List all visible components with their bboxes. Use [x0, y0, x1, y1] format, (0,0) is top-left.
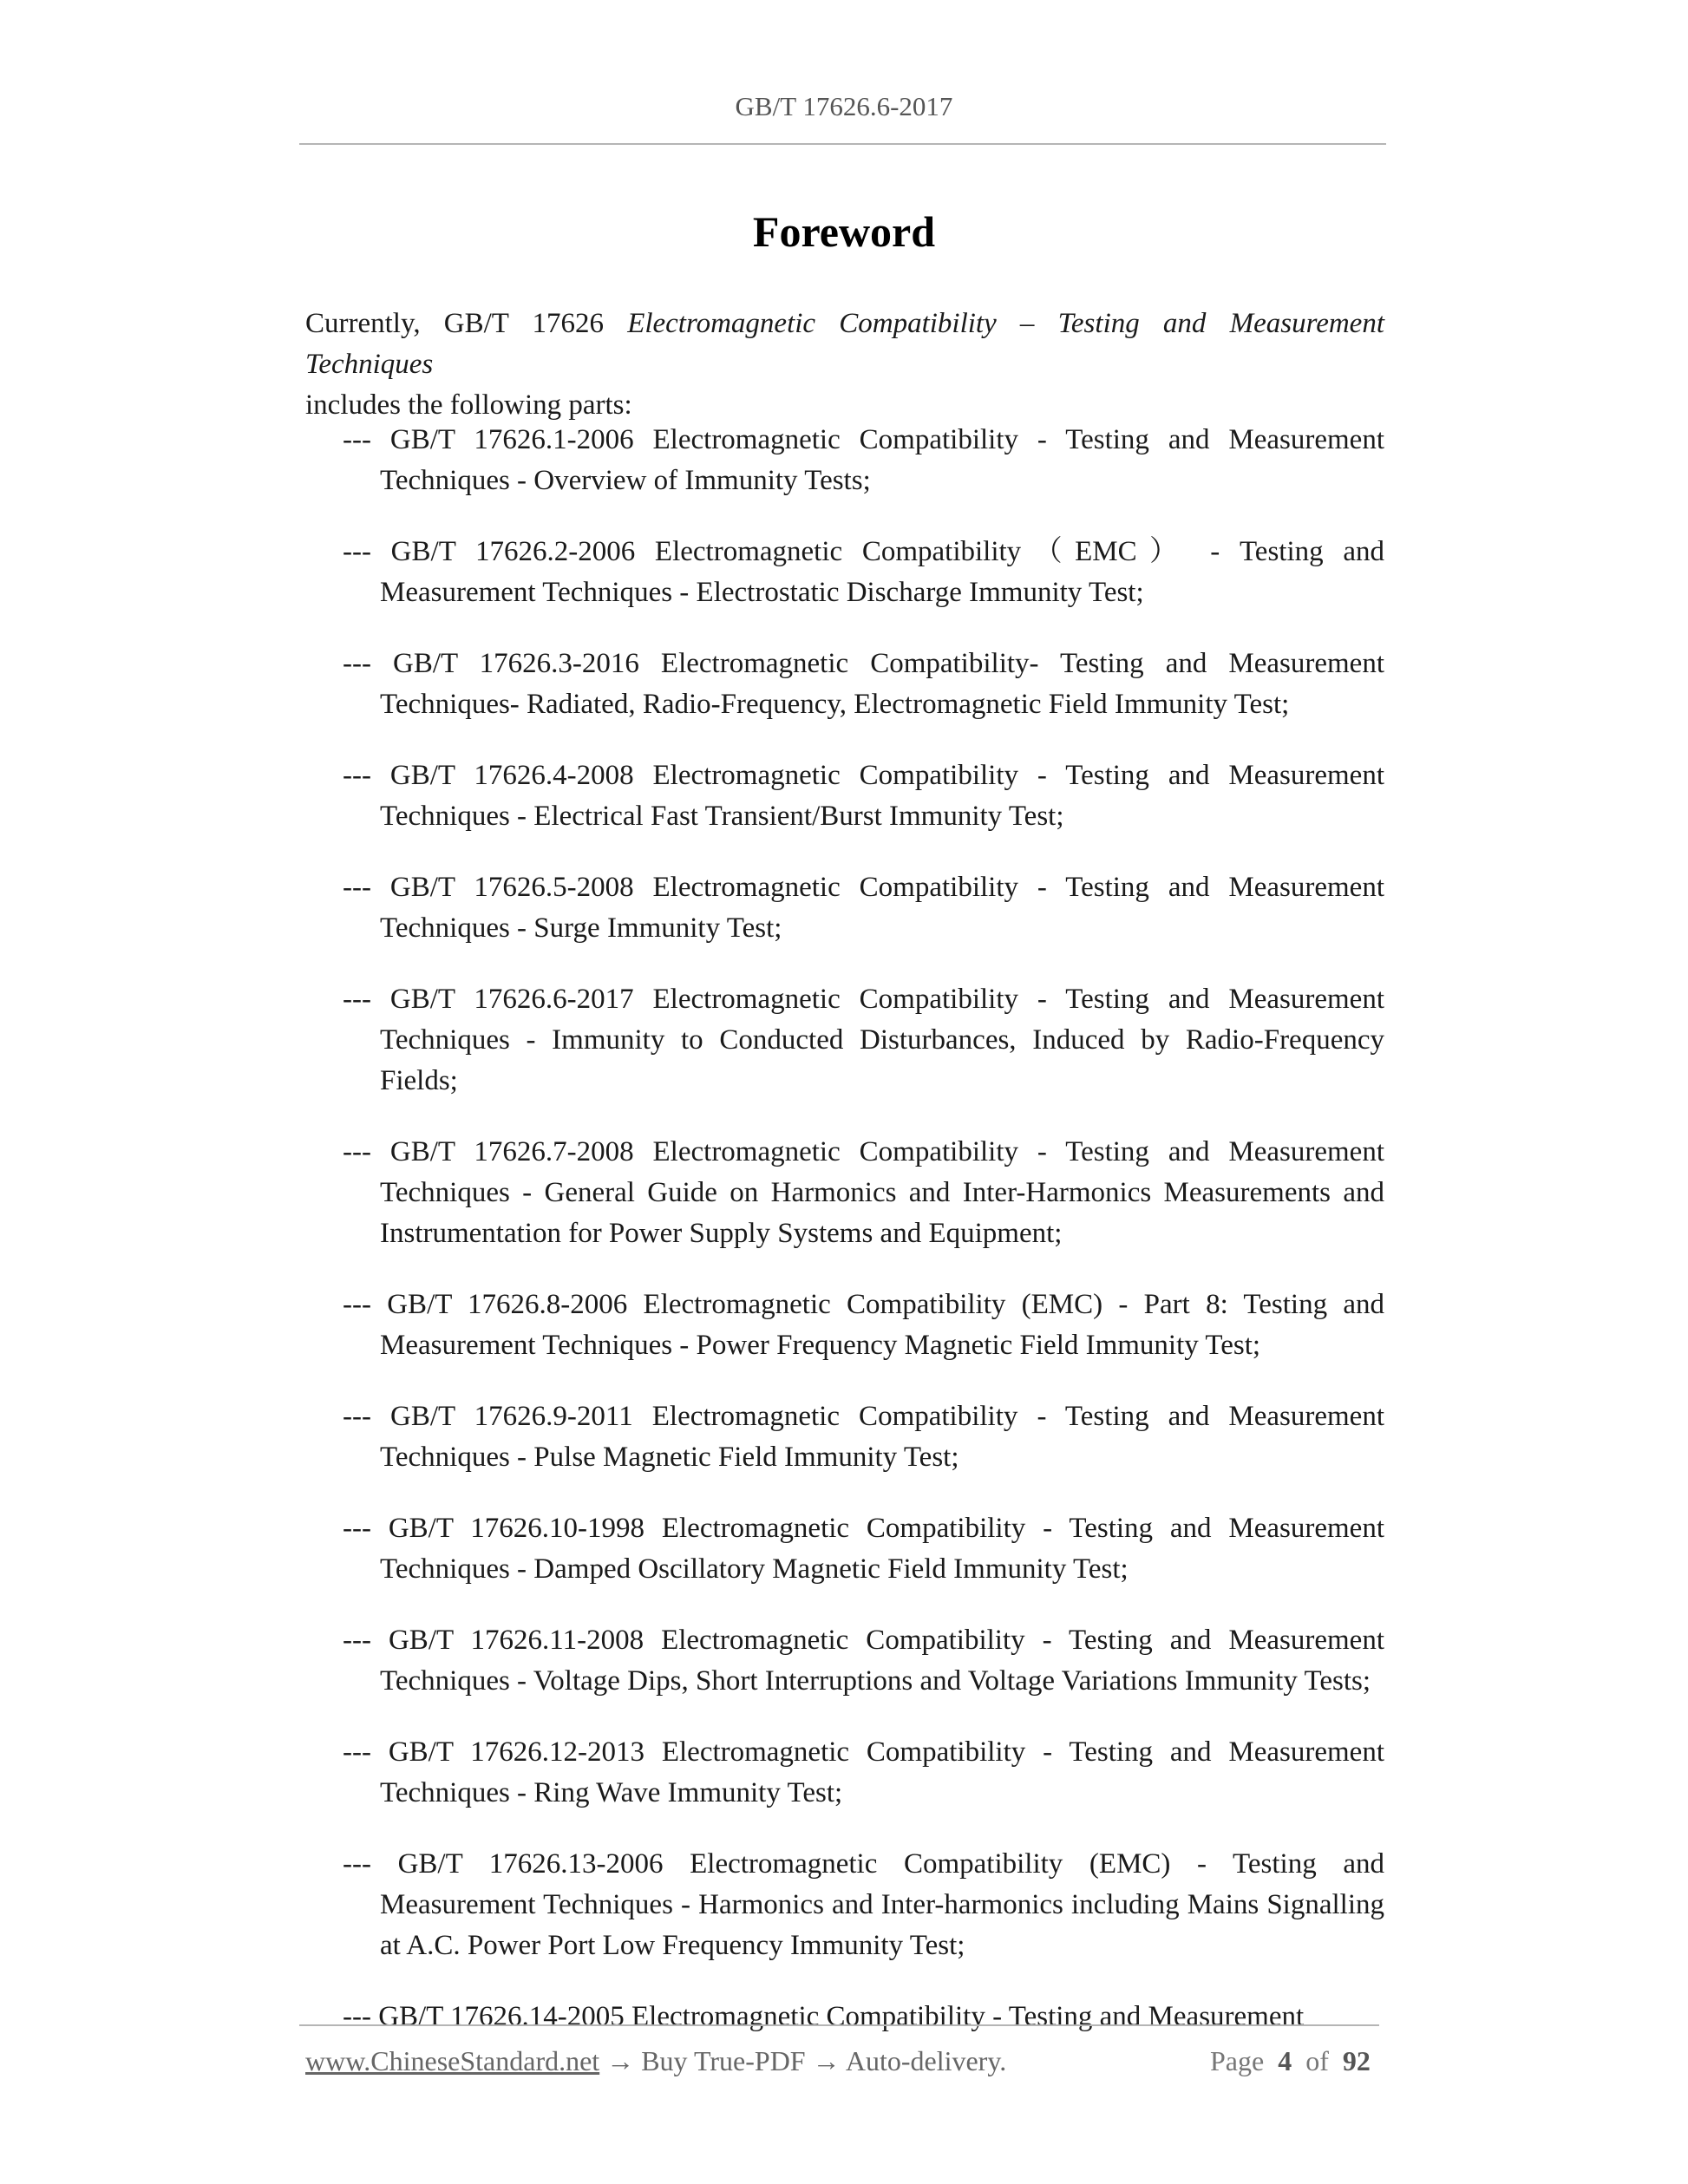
of-label: of	[1305, 2045, 1329, 2076]
footer-divider	[299, 2024, 1379, 2026]
page-number: 4	[1278, 2045, 1292, 2076]
list-item: --- GB/T 17626.5-2008 Electromagnetic Compatibility - Testing and Measurement Techniques - Surge Immunity Test;	[343, 872, 1384, 944]
footer-promo	[305, 2045, 1006, 2077]
intro-line-1	[305, 304, 1384, 385]
buy-text: Buy True-PDF	[641, 2045, 806, 2076]
list-item: --- GB/T 17626.2-2006 Electromagnetic Compatibility（EMC） - Testing and Measurement Techniques - Electrostatic Discharge Immunity Test;	[343, 536, 1384, 608]
arrow-icon: →	[599, 2045, 642, 2076]
list-item: --- GB/T 17626.13-2006 Electromagnetic Compatibility (EMC) - Testing and Measurement Techniques - Harmonics and Inter-harmonics including Mains Signalling at A.C. Power Port Low Frequency Immunity Test;	[343, 1848, 1384, 1961]
delivery-text: Auto-delivery.	[845, 2045, 1007, 2076]
list-item: --- GB/T 17626.3-2016 Electromagnetic Compatibility- Testing and Measurement Techniques- Radiated, Radio-Frequency, Electromagnetic Field Immunity Test;	[343, 648, 1384, 720]
list-item: --- GB/T 17626.10-1998 Electromagnetic Compatibility - Testing and Measurement Techniques - Damped Oscillatory Magnetic Field Immunity Test;	[343, 1513, 1384, 1585]
page-label: Page	[1210, 2045, 1265, 2076]
header-divider	[299, 143, 1386, 145]
intro-paragraph	[305, 304, 1384, 426]
list-item: --- GB/T 17626.12-2013 Electromagnetic Compatibility - Testing and Measurement Techniques - Ring Wave Immunity Test;	[343, 1736, 1384, 1808]
intro-prefix: Currently, GB/T 17626	[305, 308, 628, 339]
list-item: --- GB/T 17626.6-2017 Electromagnetic Compatibility - Testing and Measurement Techniques - Immunity to Conducted Disturbances, Induced by Radio-Frequency Fields;	[343, 984, 1384, 1096]
series-title: Electromagnetic Compatibility – Testing and Measurement Techniques	[305, 308, 1384, 380]
list-item: --- GB/T 17626.8-2006 Electromagnetic Compatibility (EMC) - Part 8: Testing and Measurement Techniques - Power Frequency Magnetic Field Immunity Test;	[343, 1289, 1384, 1361]
total-pages: 92	[1342, 2045, 1371, 2076]
site-link[interactable]: www.ChineseStandard.net	[305, 2045, 600, 2076]
list-item: --- GB/T 17626.11-2008 Electromagnetic Compatibility - Testing and Measurement Techniques - Voltage Dips, Short Interruptions and Voltage Variations Immunity Tests;	[343, 1625, 1384, 1697]
list-item: --- GB/T 17626.9-2011 Electromagnetic Compatibility - Testing and Measurement Techniques - Pulse Magnetic Field Immunity Test;	[343, 1401, 1384, 1473]
list-item: --- GB/T 17626.1-2006 Electromagnetic Compatibility - Testing and Measurement Techniques - Overview of Immunity Tests;	[343, 424, 1384, 496]
intro-suffix: includes the following parts:	[305, 389, 632, 421]
list-item: --- GB/T 17626.14-2005 Electromagnetic Compatibility - Testing and Measurement	[343, 2001, 1305, 2032]
running-header: GB/T 17626.6-2017	[735, 91, 953, 121]
arrow-icon: →	[805, 2045, 846, 2076]
parts-list	[343, 420, 1384, 2068]
page-title: Foreword	[752, 207, 936, 256]
list-item: --- GB/T 17626.7-2008 Electromagnetic Compatibility - Testing and Measurement Techniques - General Guide on Harmonics and Inter-Harmonics Measurements and Instrumentation for Power Supply Systems and Equipment;	[343, 1136, 1384, 1249]
page-indicator	[1210, 2045, 1371, 2077]
list-item: --- GB/T 17626.4-2008 Electromagnetic Compatibility - Testing and Measurement Techniques - Electrical Fast Transient/Burst Immunity Test;	[343, 760, 1384, 832]
